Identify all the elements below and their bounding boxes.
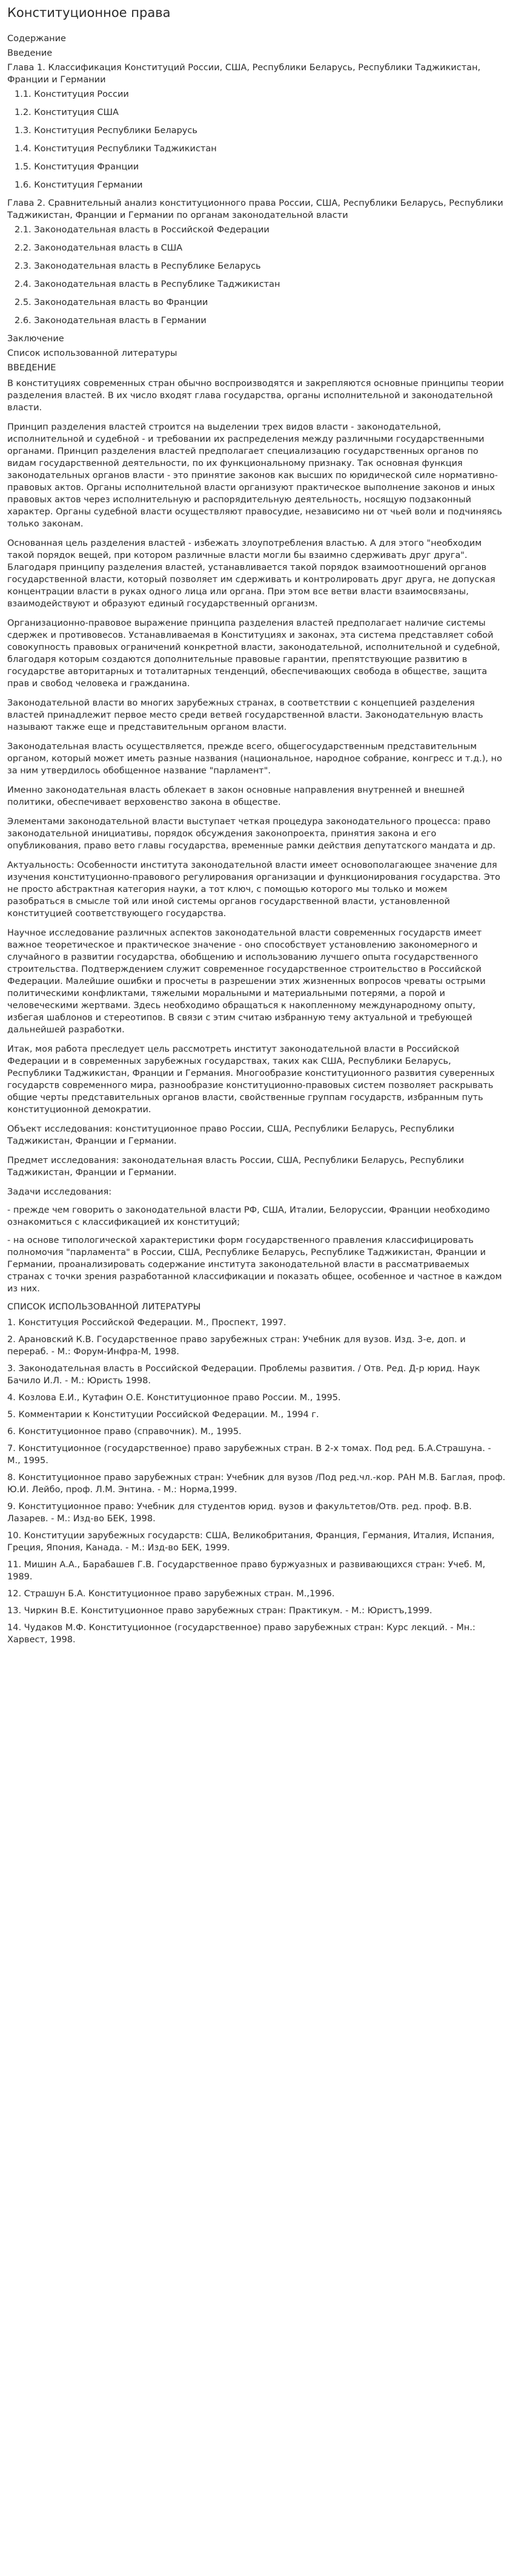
page-title: Конституционное права bbox=[7, 5, 171, 20]
toc-item[interactable]: Заключение bbox=[7, 334, 64, 344]
tasks-section bbox=[7, 1186, 506, 1295]
toc-item[interactable]: Введение bbox=[7, 48, 53, 58]
task-item: - на основе типологической характеристики форм государственного правления классифицировать полномочия "парламента" в России, США, Республике Беларусь, Республике Таджикистан, Франции и Германии, проанализировать содержание института законодательной власти в рассматриваемых странах с точки зрения разработанной классификации и показать общее, особенное и частное в каждом из них. bbox=[7, 1236, 502, 1294]
reference-item: 6. Конституционное право (справочник). М., 1995. bbox=[7, 1427, 242, 1437]
toc-subitem[interactable]: 1.6. Конституция Германии bbox=[15, 180, 143, 190]
intro-paragraph: Основанная цель разделения властей - избежать злоупотребления властью. А для этого "необходим такой порядок вещей, при котором различные власти могли бы взаимно сдерживать друг друга". Благодаря принципу разделения властей, устанавливается такой порядок взаимоотношений органов государственной власти, который позволяет им сдерживать и контролировать друг друга, не допуская концентрации власти в руках одного лица или органа. При этом все ветви власти взаимосвязаны, взаимодействуют и образуют единый государственный организм. bbox=[7, 539, 495, 609]
references-list bbox=[7, 1317, 506, 1646]
reference-item: 9. Конституционное право: Учебник для студентов юрид. вузов и факультетов/Отв. ред. проф. В.В. Лазарев. - М.: Изд-во БЕК, 1998. bbox=[7, 1502, 472, 1524]
intro-paragraph: Актуальность: Особенности института законодательной власти имеет основополагающее значение для изучения конституционно-правового регулирования организации и функционирования государства. Это не просто абстрактная категория науки, а тот ключ, с помощью которого мы только и можем разобраться в смысле той или иной системы органов государственной власти, установленной конституцией соответствующего государства. bbox=[7, 860, 501, 919]
toc-subitem[interactable]: 2.4. Законодательная власть в Республике Таджикистан bbox=[15, 280, 280, 289]
table-of-contents bbox=[7, 33, 506, 359]
intro-paragraph: Законодательной власти во многих зарубежных странах, в соответствии с концепцией разделения властей принадлежит первое место среди ветвей государственной власти. Законодательную власть называют также еще и представительным органом власти. bbox=[7, 698, 483, 732]
reference-item: 7. Конституционное (государственное) право зарубежных стран. В 2-х томах. Под ред. Б.А.Страшуна. - М., 1995. bbox=[7, 1444, 491, 1466]
toc-subitem[interactable]: 2.6. Законодательная власть в Германии bbox=[15, 316, 207, 326]
toc-subitem[interactable]: 2.1. Законодательная власть в Российской Федерации bbox=[15, 225, 270, 235]
reference-item: 12. Страшун Б.А. Конституционное право зарубежных стран. М.,1996. bbox=[7, 1589, 335, 1599]
intro-paragraph: Принцип разделения властей строится на выделении трех видов власти - законодательной, исполнительной и судебной - и требовании их распределения между различными государственными органами. Принцип разделения властей предполагает специализацию государственных органов по видам государственной деятельности, по их функциональному признаку. Так основная функция законодательных органов власти - это принятие законов как высших по юридической силе нормативно-правовых актов. Органы исполнительной власти организуют практическое выполнение законов и иных правовых актов через исполнительную и распорядительную деятельность, носящую подзаконный характер. Органы судебной власти осуществляют правосудие, независимо ни от чьей воли и подчиняясь только законам. bbox=[7, 422, 502, 529]
intro-heading: ВВЕДЕНИЕ bbox=[7, 363, 56, 373]
toc-item[interactable]: Глава 2. Сравнительный анализ конституционного права России, США, Республики Беларусь, Республики Таджикистан, Франции и Германии по органам законодательной власти bbox=[7, 198, 503, 220]
intro-paragraph: В конституциях современных стран обычно воспроизводятся и закрепляются основные принципы теории разделения властей. В их число входят глава государства, органы исполнительной и законодательной власти. bbox=[7, 379, 504, 413]
intro-paragraph: Научное исследование различных аспектов законодательной власти современных государств имеет важное теоретическое и практическое значение - оно способствует установлению закономерного и случайного в развитии государства, обобщению и использованию лучшего опыта государственного строительства. Подтверждением служит современное государственное строительство в Российской Федерации. Малейшие ошибки и просчеты в разрешении этих жизненных вопросов чреваты острыми политическими конфликтами, тяжелыми моральными и материальными потерями, а порой и человеческими жертвами. Здесь необходимо обращаться к накопленному международному опыту, избегая шаблонов и стереотипов. В связи с этим считаю избранную тему актуальной и требующей дальнейшей разработки. bbox=[7, 928, 486, 1035]
toc-subitem[interactable]: 2.3. Законодательная власть в Республике Беларусь bbox=[15, 261, 261, 271]
intro-section bbox=[7, 378, 506, 1179]
reference-item: 1. Конституция Российской Федерации. М., Проспект, 1997. bbox=[7, 1318, 286, 1328]
toc-subitem[interactable]: 1.4. Конституция Республики Таджикистан bbox=[15, 144, 217, 154]
intro-paragraph: Итак, моя работа преследует цель рассмотреть институт законодательной власти в Российской Федерации и в современных зарубежных государствах, таких как США, Республики Беларусь, Республики Таджикистан, Франции и Германия. Многообразие конституционного развития суверенных государств современного мира, разнообразие конституционно-правовых систем позволяет раскрывать общие черты представительных органов власти, свойственные группам государств, избранным путь конституционной демократии. bbox=[7, 1044, 495, 1115]
reference-item: 5. Комментарии к Конституции Российской Федерации. М., 1994 г. bbox=[7, 1410, 319, 1420]
toc-subitem[interactable]: 2.2. Законодательная власть в США bbox=[15, 243, 183, 253]
toc-item[interactable]: Глава 1. Классификация Конституций России, США, Республики Беларусь, Республики Таджикистан, Франции и Германии bbox=[7, 63, 481, 85]
intro-paragraph: Элементами законодательной власти выступает четкая процедура законодательного процесса: право законодательной инициативы, порядок обсуждения законопроекта, принятия закона и его опубликования, право вето главы государства, временные рамки действия депутатского мандата и др. bbox=[7, 817, 495, 851]
reference-item: 2. Арановский К.В. Государственное право зарубежных стран: Учебник для вузов. Изд. 3-е, доп. и перераб. - М.: Форум-Инфра-М, 1998. bbox=[7, 1335, 466, 1357]
reference-item: 8. Конституционное право зарубежных стран: Учебник для вузов /Под ред.чл.-кор. РАН М.В. Баглая, проф. Ю.И. Лейбо, проф. Л.М. Энтина. - М.: Норма,1999. bbox=[7, 1473, 506, 1495]
intro-paragraph: Именно законодательная власть облекает в закон основные направления внутренней и внешней политики, обеспечивает верховенство закона в обществе. bbox=[7, 785, 465, 807]
intro-paragraph: Объект исследования: конституционное право России, США, Республики Беларусь, Республики Таджикистан, Франции и Германии. bbox=[7, 1124, 455, 1146]
toc-subitem[interactable]: 1.2. Конституция США bbox=[15, 108, 119, 117]
reference-item: 14. Чудаков М.Ф. Конституционное (государственное) право зарубежных стран: Курс лекций. - Мн.: Харвест, 1998. bbox=[7, 1623, 475, 1645]
task-item: - прежде чем говорить о законодательной власти РФ, США, Италии, Белоруссии, Франции необходимо ознакомиться с классификацией их конституций; bbox=[7, 1205, 490, 1227]
toc-subitem[interactable]: 1.5. Конституция Франции bbox=[15, 162, 139, 172]
toc-subitem[interactable]: 1.1. Конституция России bbox=[15, 90, 129, 99]
intro-paragraph: Организационно-правовое выражение принципа разделения властей предполагает наличие системы сдержек и противовесов. Устанавливаемая в Конституциях и законах, эта система представляет собой совокупность правовых ограничений конкретной власти, законодательной, исполнительной и судебной, благодаря которым создаются дополнительные правовые гарантии, препятствующие развитию в государстве авторитарных и тоталитарных тенденций, обеспечивающих свобода в обществе, защита прав и свобод человека и гражданина. bbox=[7, 618, 500, 689]
toc-item[interactable]: Содержание bbox=[7, 34, 66, 44]
reference-item: 10. Конституции зарубежных государств: США, Великобритания, Франция, Германия, Италия, Испания, Греция, Япония, Канада. - М.: Изд-во БЕК, 1999. bbox=[7, 1531, 495, 1553]
toc-subitem[interactable]: 1.3. Конституция Республики Беларусь bbox=[15, 126, 197, 136]
reference-item: 3. Законодательная власть в Российской Федерации. Проблемы развития. / Отв. Ред. Д-р юрид. Наук Бачило И.Л. - М.: Юристь 1998. bbox=[7, 1364, 480, 1386]
reference-item: 13. Чиркин В.Е. Конституционное право зарубежных стран: Практикум. - М.: Юристъ,1999. bbox=[7, 1606, 432, 1616]
reference-item: 4. Козлова Е.И., Кутафин О.Е. Конституционное право России. М., 1995. bbox=[7, 1393, 341, 1403]
reference-item: 11. Мишин А.А., Барабашев Г.В. Государственное право буржуазных и развивающихся стран: Учеб. М, 1989. bbox=[7, 1560, 486, 1582]
intro-paragraph: Предмет исследования: законодательная власть России, США, Республики Беларусь, Республики Таджикистан, Франции и Германии. bbox=[7, 1156, 465, 1178]
tasks-heading: Задачи исследования: bbox=[7, 1187, 112, 1197]
toc-subitem[interactable]: 2.5. Законодательная власть во Франции bbox=[15, 298, 208, 307]
toc-item[interactable]: Список использованной литературы bbox=[7, 349, 177, 358]
intro-paragraph: Законодательная власть осуществляется, прежде всего, общегосударственным представительным органом, который может иметь разные названия (национальное, народное собрание, конгресс и т.д.), но за ним утвердилось обобщенное название "парламент". bbox=[7, 742, 502, 776]
references-heading: СПИСОК ИСПОЛЬЗОВАННОЙ ЛИТЕРАТУРЫ bbox=[7, 1302, 201, 1312]
